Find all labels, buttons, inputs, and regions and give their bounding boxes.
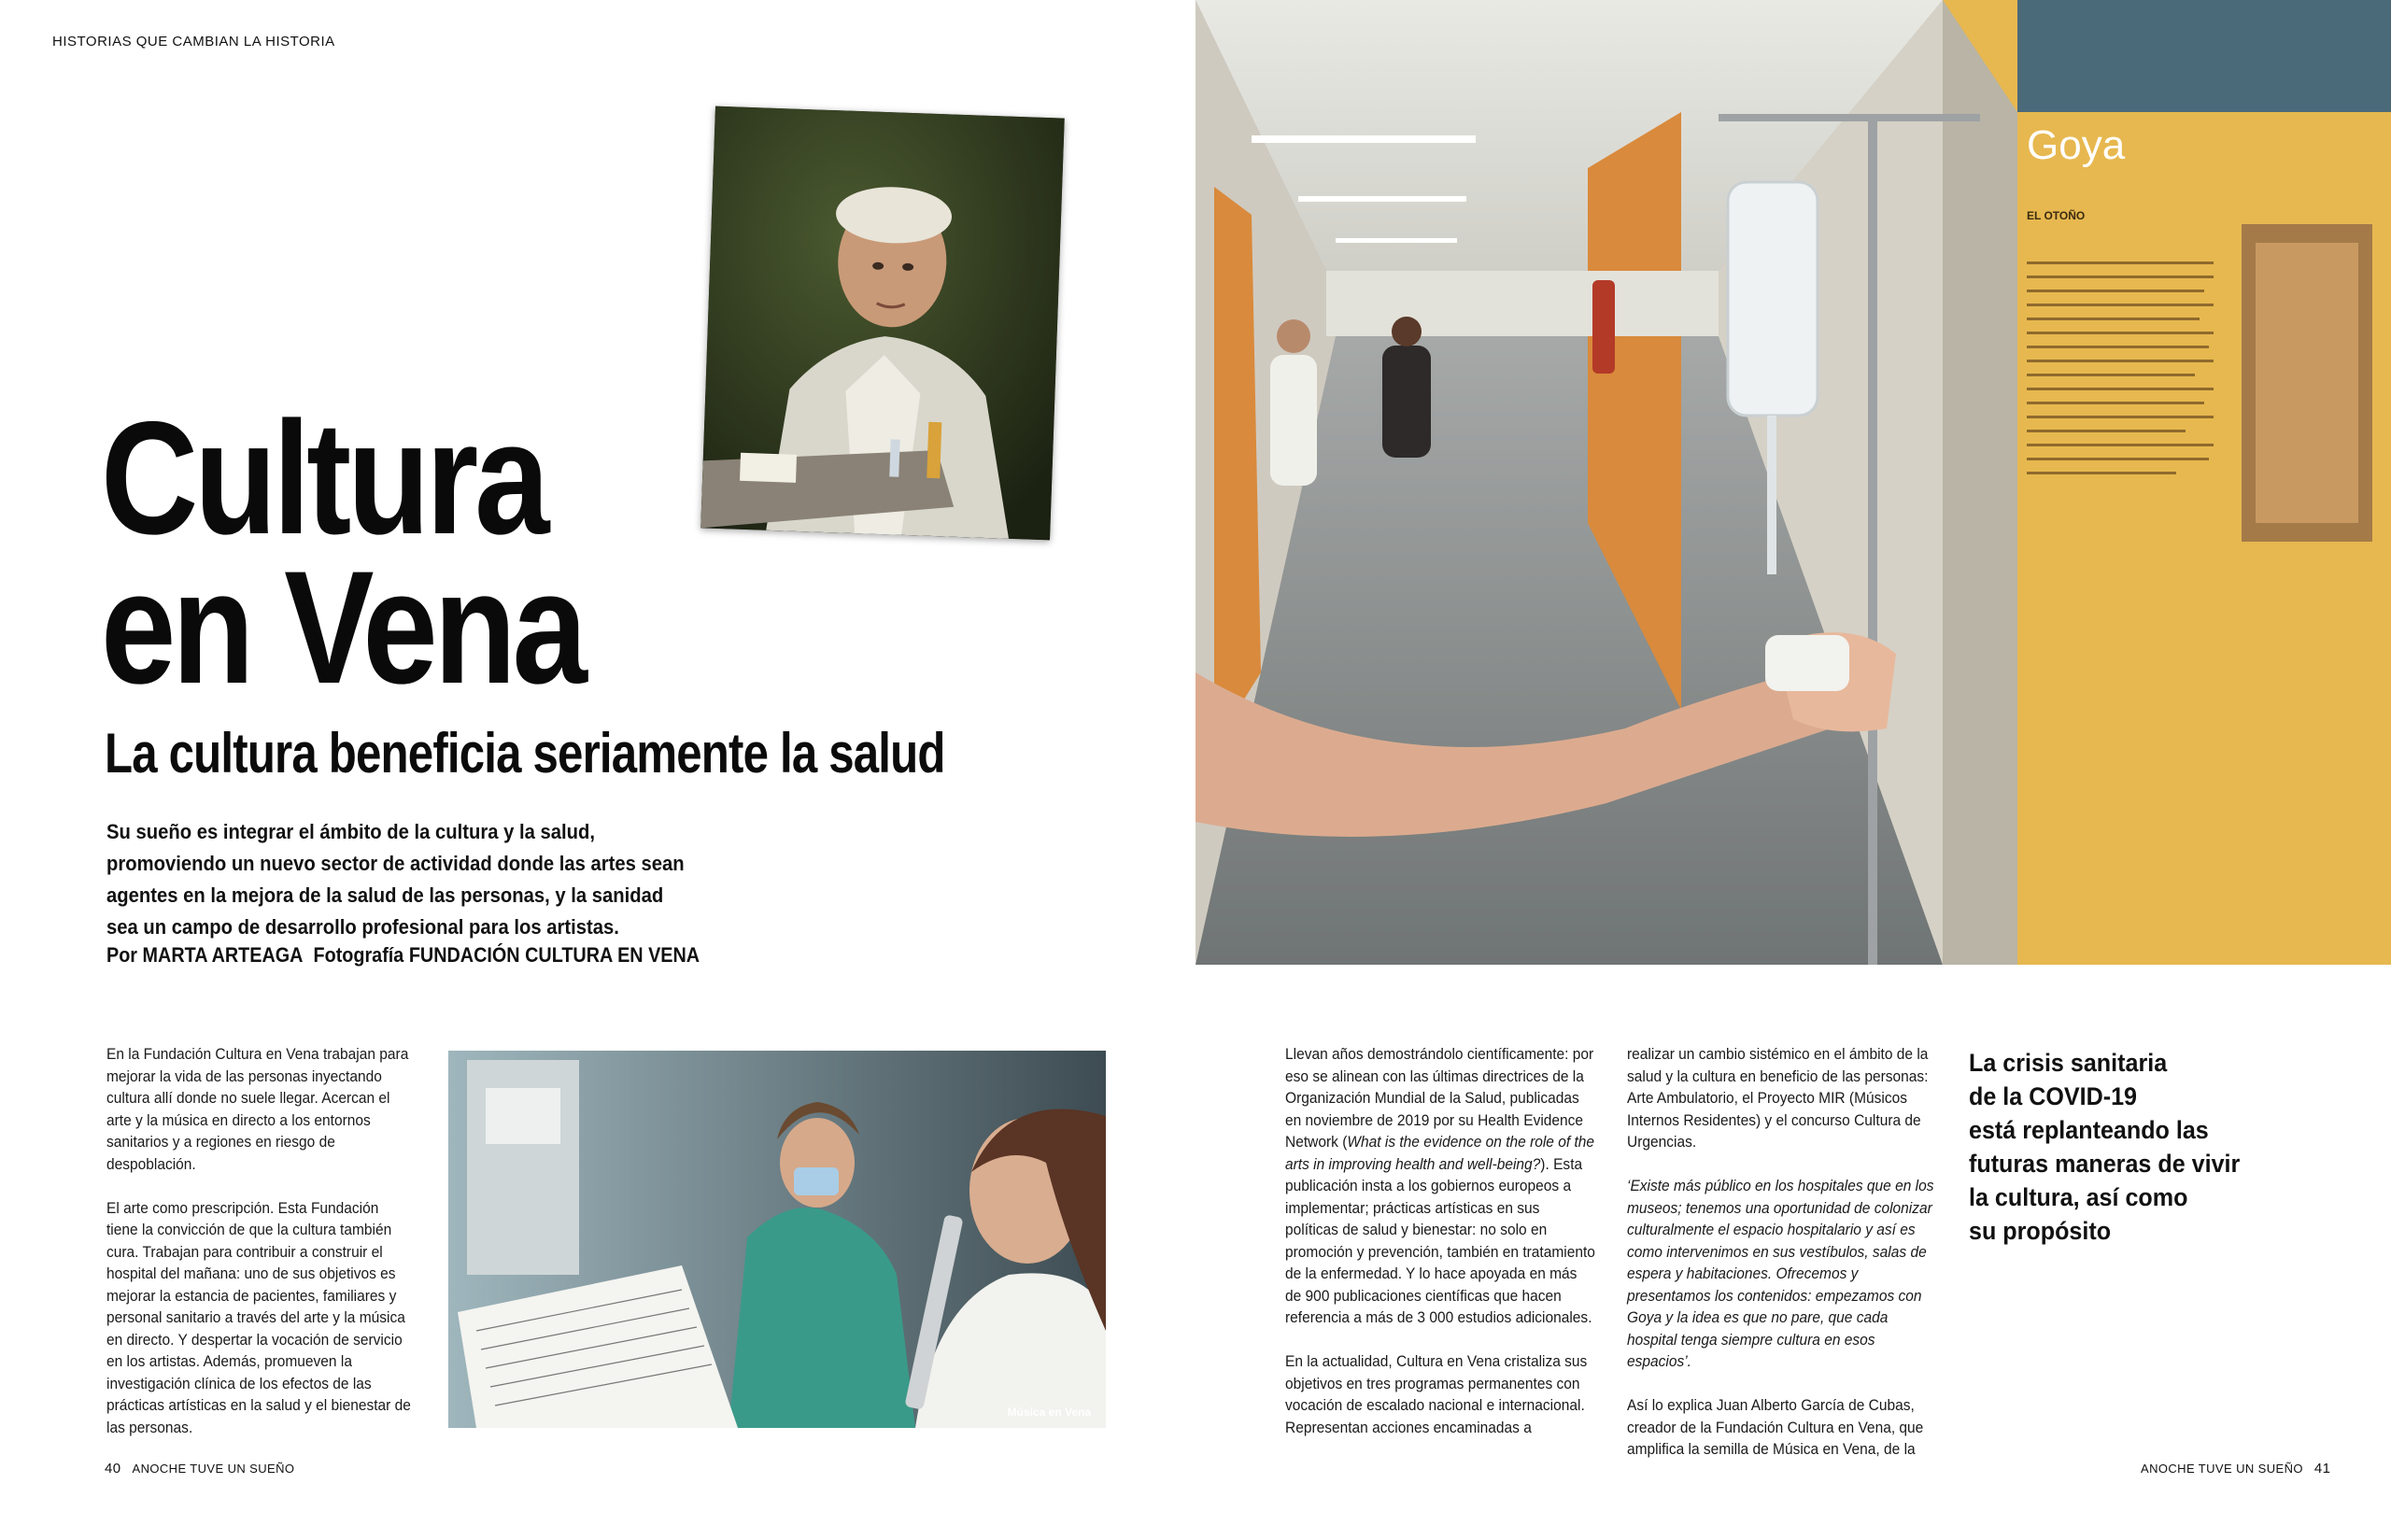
article-title-line-2: en Vena — [101, 538, 584, 717]
paragraph: En la Fundación Cultura en Vena trabajan para mejorar la vida de las personas inyectando cultura allí donde no suele llegar. Acercan el arte y la música en directo a los entornos sanitarios y a regiones en riesgo de despoblación. — [106, 1046, 409, 1173]
portrait-photo — [700, 106, 1065, 541]
folio-left — [105, 1461, 294, 1476]
text-span: ). Esta publicación insta a los gobiernos europeos a implementar; prácticas artísticas en sus políticas de salud y bienestar: no solo en promoción y prevención, también en tratamiento de la enfermedad. Y lo hace apoyada en más de 900 publicaciones científicas que hacen referencia a más de 3 000 estudios adicionales. — [1285, 1155, 1595, 1326]
quote-paragraph — [1627, 1176, 1936, 1374]
paragraph: realizar un cambio sistémico en el ámbito de la salud y la cultura en beneficio de las personas: Arte Ambulatorio, el Proyecto MIR (Músicos Internos Residentes) y el concurso Cultura de Urgencias. — [1627, 1046, 1929, 1151]
article-subtitle: La cultura beneficia seriamente la salud — [105, 722, 945, 784]
byline-photographer: FUNDACIÓN CULTURA EN VENA — [408, 943, 700, 967]
article-column-3 — [1285, 1044, 1596, 1462]
music-photo — [448, 1051, 1106, 1428]
section-label: HISTORIAS QUE CAMBIAN LA HISTORIA — [52, 34, 335, 49]
byline — [106, 943, 700, 968]
hospital-corridor-photo — [1196, 0, 2391, 965]
paragraph: En la actualidad, Cultura en Vena cristaliza sus objetivos en tres programas permanentes con vocación de escalado nacional e internacional. Representan acciones encaminadas a — [1285, 1353, 1588, 1436]
lead-line: sea un campo de desarrollo profesional para los artistas. — [106, 915, 619, 939]
article-title-line-1: Cultura — [101, 389, 546, 568]
text-span: Llevan años demostrándolo científicamente: por eso se alinean con las últimas directrices de la Organización Mundial de la Salud, publicadas en noviembre de 2019 por su Health Evidence Network ( — [1285, 1046, 1594, 1151]
pull-quote-line: de la COVID-19 — [1969, 1082, 2138, 1110]
page-number-left: 40 — [105, 1461, 121, 1476]
folio-right — [2141, 1461, 2330, 1476]
paragraph: Así lo explica Juan Alberto García de Cubas, creador de la Fundación Cultura en Vena, que amplifica la semilla de Música en Vena, de la — [1627, 1397, 1924, 1458]
magazine-name-right: ANOCHE TUVE UN SUEÑO — [2141, 1462, 2303, 1476]
magazine-name-left: ANOCHE TUVE UN SUEÑO — [132, 1462, 295, 1476]
byline-author: MARTA ARTEAGA — [142, 943, 304, 967]
byline-by: Por — [106, 943, 138, 967]
paragraph: El arte como prescripción. Esta Fundación tiene la convicción de que la cultura también cura. Trabajan para contribuir a construir el hospital del mañana: uno de sus objetivos es mejorar la estancia de pacientes, familiares y personal sanitario a través del arte y la música en directo. Y despertar la vocación de servicio en los artistas. Además, promueven la investigación clínica de los efectos de las prácticas artísticas en la salud y el bienestar de las personas. — [106, 1199, 411, 1436]
paragraph — [1285, 1044, 1596, 1330]
pull-quote-line: la cultura, así como — [1969, 1183, 2188, 1211]
italic-title: What is the evidence on the role of the arts in improving health and well-being? — [1285, 1134, 1595, 1173]
article-column-4 — [1627, 1044, 1936, 1483]
panel-brand: Goya — [2027, 122, 2126, 168]
pull-quote-line: está replanteando las — [1969, 1116, 2209, 1144]
pull-quote-line: futuras maneras de vivir — [1969, 1150, 2241, 1178]
panel-title: EL OTOÑO — [2027, 209, 2086, 222]
page-number-right: 41 — [2313, 1461, 2331, 1476]
lead-line: agentes en la mejora de la salud de las personas, y la sanidad — [106, 883, 664, 907]
article-lead — [106, 816, 691, 943]
photo-caption: Música en Vena — [1007, 1406, 1091, 1419]
byline-photo-label: Fotografía — [313, 943, 404, 967]
lead-line: Su sueño es integrar el ámbito de la cultura y la salud, — [106, 820, 596, 843]
article-column-1 — [106, 1044, 412, 1462]
lead-line: promoviendo un nuevo sector de actividad donde las artes sean — [106, 852, 685, 875]
pull-quote-line: La crisis sanitaria — [1969, 1049, 2168, 1077]
pull-quote-line: su propósito — [1969, 1217, 2112, 1245]
pull-quote — [1969, 1046, 2316, 1248]
italic-quote: ‘Existe más público en los hospitales que en los museos; tenemos una oportunidad de colonizar culturalmente el espacio hospitalario y así es como intervenimos en sus vestíbulos, salas de espera y habitaciones. Ofrecemos y presentamos los contenidos: empezamos con Goya y la idea es que no pare, que cada hospital tenga siempre cultura en esos espacios’. — [1627, 1178, 1934, 1370]
